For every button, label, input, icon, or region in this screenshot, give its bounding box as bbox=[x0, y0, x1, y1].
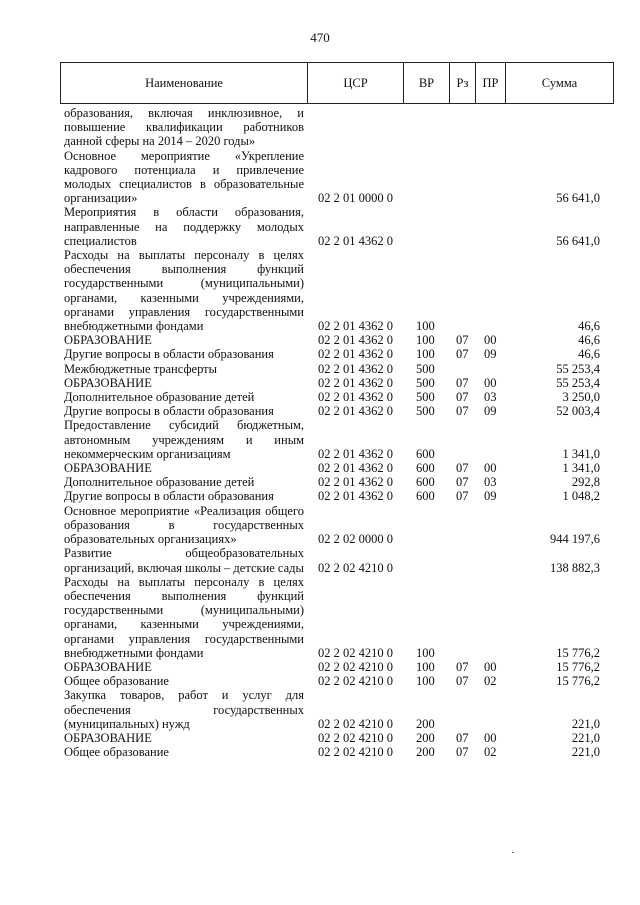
header-rz: Рз bbox=[449, 63, 475, 103]
row-sum: 46,6 bbox=[578, 347, 600, 362]
row-csr: 02 2 01 4362 0 bbox=[318, 333, 393, 348]
row-pr: 00 bbox=[484, 461, 497, 476]
row-sum: 56 641,0 bbox=[556, 233, 600, 248]
row-rz: 07 bbox=[456, 475, 469, 490]
row-vr: 100 bbox=[416, 659, 435, 674]
row-vr: 100 bbox=[416, 333, 435, 348]
row-rz: 07 bbox=[456, 659, 469, 674]
table-row bbox=[60, 390, 614, 404]
row-csr: 02 2 01 4362 0 bbox=[318, 375, 393, 390]
table-row bbox=[60, 504, 614, 547]
row-name: Расходы на выплаты персоналу в целях обеспечения выполнения функций государственными (муниципальными) органами, казенными учреждениями, органами управления государственными внебюджетными фондами bbox=[64, 574, 304, 660]
row-sum: 55 253,4 bbox=[556, 361, 600, 376]
page-number: 470 bbox=[310, 30, 330, 45]
row-csr: 02 2 02 4210 0 bbox=[318, 674, 393, 689]
row-name: ОБРАЗОВАНИЕ bbox=[64, 730, 152, 745]
row-pr: 00 bbox=[484, 333, 497, 348]
header-vr: ВР bbox=[403, 63, 449, 103]
table-header bbox=[60, 62, 614, 104]
row-name: ОБРАЗОВАНИЕ bbox=[64, 375, 152, 390]
row-name: Развитие общеобразовательных организаций, включая школы – детские сады bbox=[64, 546, 304, 575]
row-rz: 07 bbox=[456, 489, 469, 504]
row-csr: 02 2 01 4362 0 bbox=[318, 319, 393, 334]
row-sum: 15 776,2 bbox=[556, 659, 600, 674]
row-sum: 138 882,3 bbox=[550, 560, 600, 575]
table-row bbox=[60, 688, 614, 731]
row-vr: 500 bbox=[416, 404, 435, 419]
row-csr: 02 2 02 4210 0 bbox=[318, 730, 393, 745]
scan-speck bbox=[512, 852, 514, 853]
table-row bbox=[60, 404, 614, 418]
row-rz: 07 bbox=[456, 745, 469, 760]
table-row bbox=[60, 674, 614, 688]
row-sum: 221,0 bbox=[571, 716, 600, 731]
row-csr: 02 2 02 0000 0 bbox=[318, 532, 393, 547]
row-name: Общее образование bbox=[64, 674, 169, 689]
row-csr: 02 2 02 4210 0 bbox=[318, 716, 393, 731]
row-csr: 02 2 02 4210 0 bbox=[318, 560, 393, 575]
row-name: Закупка товаров, работ и услуг для обеспечения государственных (муниципальных) нужд bbox=[64, 688, 304, 731]
table-row bbox=[60, 575, 614, 660]
row-sum: 944 197,6 bbox=[550, 532, 600, 547]
row-pr: 00 bbox=[484, 375, 497, 390]
row-sum: 3 250,0 bbox=[562, 390, 600, 405]
row-name: Другие вопросы в области образования bbox=[64, 404, 274, 419]
row-pr: 03 bbox=[484, 475, 497, 490]
row-csr: 02 2 01 4362 0 bbox=[318, 461, 393, 476]
row-sum: 292,8 bbox=[571, 475, 600, 490]
row-vr: 100 bbox=[416, 674, 435, 689]
row-name: ОБРАЗОВАНИЕ bbox=[64, 333, 152, 348]
table-row bbox=[60, 731, 614, 745]
row-pr: 09 bbox=[484, 489, 497, 504]
table-row bbox=[60, 745, 614, 759]
row-name: Общее образование bbox=[64, 745, 169, 760]
row-csr: 02 2 01 4362 0 bbox=[318, 233, 393, 248]
row-csr: 02 2 01 4362 0 bbox=[318, 361, 393, 376]
table-row bbox=[60, 347, 614, 361]
row-vr: 500 bbox=[416, 375, 435, 390]
table-row bbox=[60, 376, 614, 390]
table-row bbox=[60, 333, 614, 347]
row-csr: 02 2 01 4362 0 bbox=[318, 489, 393, 504]
row-csr: 02 2 02 4210 0 bbox=[318, 745, 393, 760]
row-sum: 1 341,0 bbox=[562, 446, 600, 461]
table-row bbox=[60, 106, 614, 149]
table-row bbox=[60, 205, 614, 248]
row-csr: 02 2 01 4362 0 bbox=[318, 390, 393, 405]
row-csr: 02 2 01 4362 0 bbox=[318, 446, 393, 461]
row-csr: 02 2 01 4362 0 bbox=[318, 475, 393, 490]
row-rz: 07 bbox=[456, 461, 469, 476]
row-sum: 221,0 bbox=[571, 730, 600, 745]
row-pr: 00 bbox=[484, 730, 497, 745]
row-rz: 07 bbox=[456, 333, 469, 348]
row-name: ОБРАЗОВАНИЕ bbox=[64, 461, 152, 476]
header-sum: Сумма bbox=[505, 63, 613, 103]
table-row bbox=[60, 248, 614, 333]
row-vr: 600 bbox=[416, 475, 435, 490]
row-name: ОБРАЗОВАНИЕ bbox=[64, 659, 152, 674]
table-row bbox=[60, 461, 614, 475]
table-row bbox=[60, 489, 614, 503]
row-csr: 02 2 02 4210 0 bbox=[318, 659, 393, 674]
row-csr: 02 2 01 0000 0 bbox=[318, 191, 393, 206]
row-sum: 56 641,0 bbox=[556, 191, 600, 206]
table-row bbox=[60, 418, 614, 461]
row-sum: 221,0 bbox=[571, 745, 600, 760]
row-sum: 15 776,2 bbox=[556, 645, 600, 660]
row-csr: 02 2 01 4362 0 bbox=[318, 404, 393, 419]
row-name: Основное мероприятие «Реализация общего образования в государственных образовательных организациях» bbox=[64, 503, 304, 547]
row-csr: 02 2 02 4210 0 bbox=[318, 645, 393, 660]
table-row bbox=[60, 475, 614, 489]
row-pr: 00 bbox=[484, 659, 497, 674]
row-sum: 15 776,2 bbox=[556, 674, 600, 689]
row-csr: 02 2 01 4362 0 bbox=[318, 347, 393, 362]
header-pr: ПР bbox=[475, 63, 505, 103]
row-name: Межбюджетные трансферты bbox=[64, 361, 218, 376]
row-vr: 500 bbox=[416, 361, 435, 376]
row-name: Дополнительное образование детей bbox=[64, 475, 255, 490]
row-rz: 07 bbox=[456, 730, 469, 745]
row-name: Другие вопросы в области образования bbox=[64, 489, 274, 504]
row-sum: 55 253,4 bbox=[556, 375, 600, 390]
row-vr: 100 bbox=[416, 347, 435, 362]
table-row bbox=[60, 660, 614, 674]
row-name: Расходы на выплаты персоналу в целях обеспечения выполнения функций государственными (муниципальными) органами, казенными учреждениями, органами управления государственными внебюджетными фондами bbox=[64, 248, 304, 334]
row-sum: 1 048,2 bbox=[562, 489, 600, 504]
row-name: Мероприятия в области образования, направленные на поддержку молодых специалистов bbox=[64, 205, 304, 248]
table-row bbox=[60, 362, 614, 376]
row-sum: 1 341,0 bbox=[562, 461, 600, 476]
row-vr: 600 bbox=[416, 446, 435, 461]
row-name: Предоставление субсидий бюджетным, автономным учреждениям и иным некоммерческим организациям bbox=[64, 418, 304, 461]
row-pr: 02 bbox=[484, 745, 497, 760]
header-csr: ЦСР bbox=[307, 63, 403, 103]
row-rz: 07 bbox=[456, 375, 469, 390]
table-row bbox=[60, 149, 614, 206]
row-vr: 100 bbox=[416, 319, 435, 334]
row-vr: 500 bbox=[416, 390, 435, 405]
row-vr: 600 bbox=[416, 489, 435, 504]
row-pr: 09 bbox=[484, 347, 497, 362]
row-vr: 200 bbox=[416, 745, 435, 760]
row-sum: 52 003,4 bbox=[556, 404, 600, 419]
header-name: Наименование bbox=[145, 76, 223, 90]
row-pr: 03 bbox=[484, 390, 497, 405]
table-body bbox=[60, 106, 614, 759]
row-pr: 02 bbox=[484, 674, 497, 689]
row-rz: 07 bbox=[456, 390, 469, 405]
table-row bbox=[60, 546, 614, 574]
row-sum: 46,6 bbox=[578, 333, 600, 348]
row-pr: 09 bbox=[484, 404, 497, 419]
row-rz: 07 bbox=[456, 404, 469, 419]
row-name: Основное мероприятие «Укрепление кадрового потенциала и привлечение молодых специалистов в образовательные организации» bbox=[64, 148, 304, 206]
row-name: образования, включая инклюзивное, и повышение квалификации работников данной сферы на 2014 – 2020 годы» bbox=[64, 106, 304, 149]
row-rz: 07 bbox=[456, 347, 469, 362]
row-vr: 200 bbox=[416, 730, 435, 745]
row-vr: 200 bbox=[416, 716, 435, 731]
row-name: Дополнительное образование детей bbox=[64, 390, 255, 405]
row-sum: 46,6 bbox=[578, 319, 600, 334]
row-vr: 100 bbox=[416, 645, 435, 660]
row-rz: 07 bbox=[456, 674, 469, 689]
row-name: Другие вопросы в области образования bbox=[64, 347, 274, 362]
row-vr: 600 bbox=[416, 461, 435, 476]
